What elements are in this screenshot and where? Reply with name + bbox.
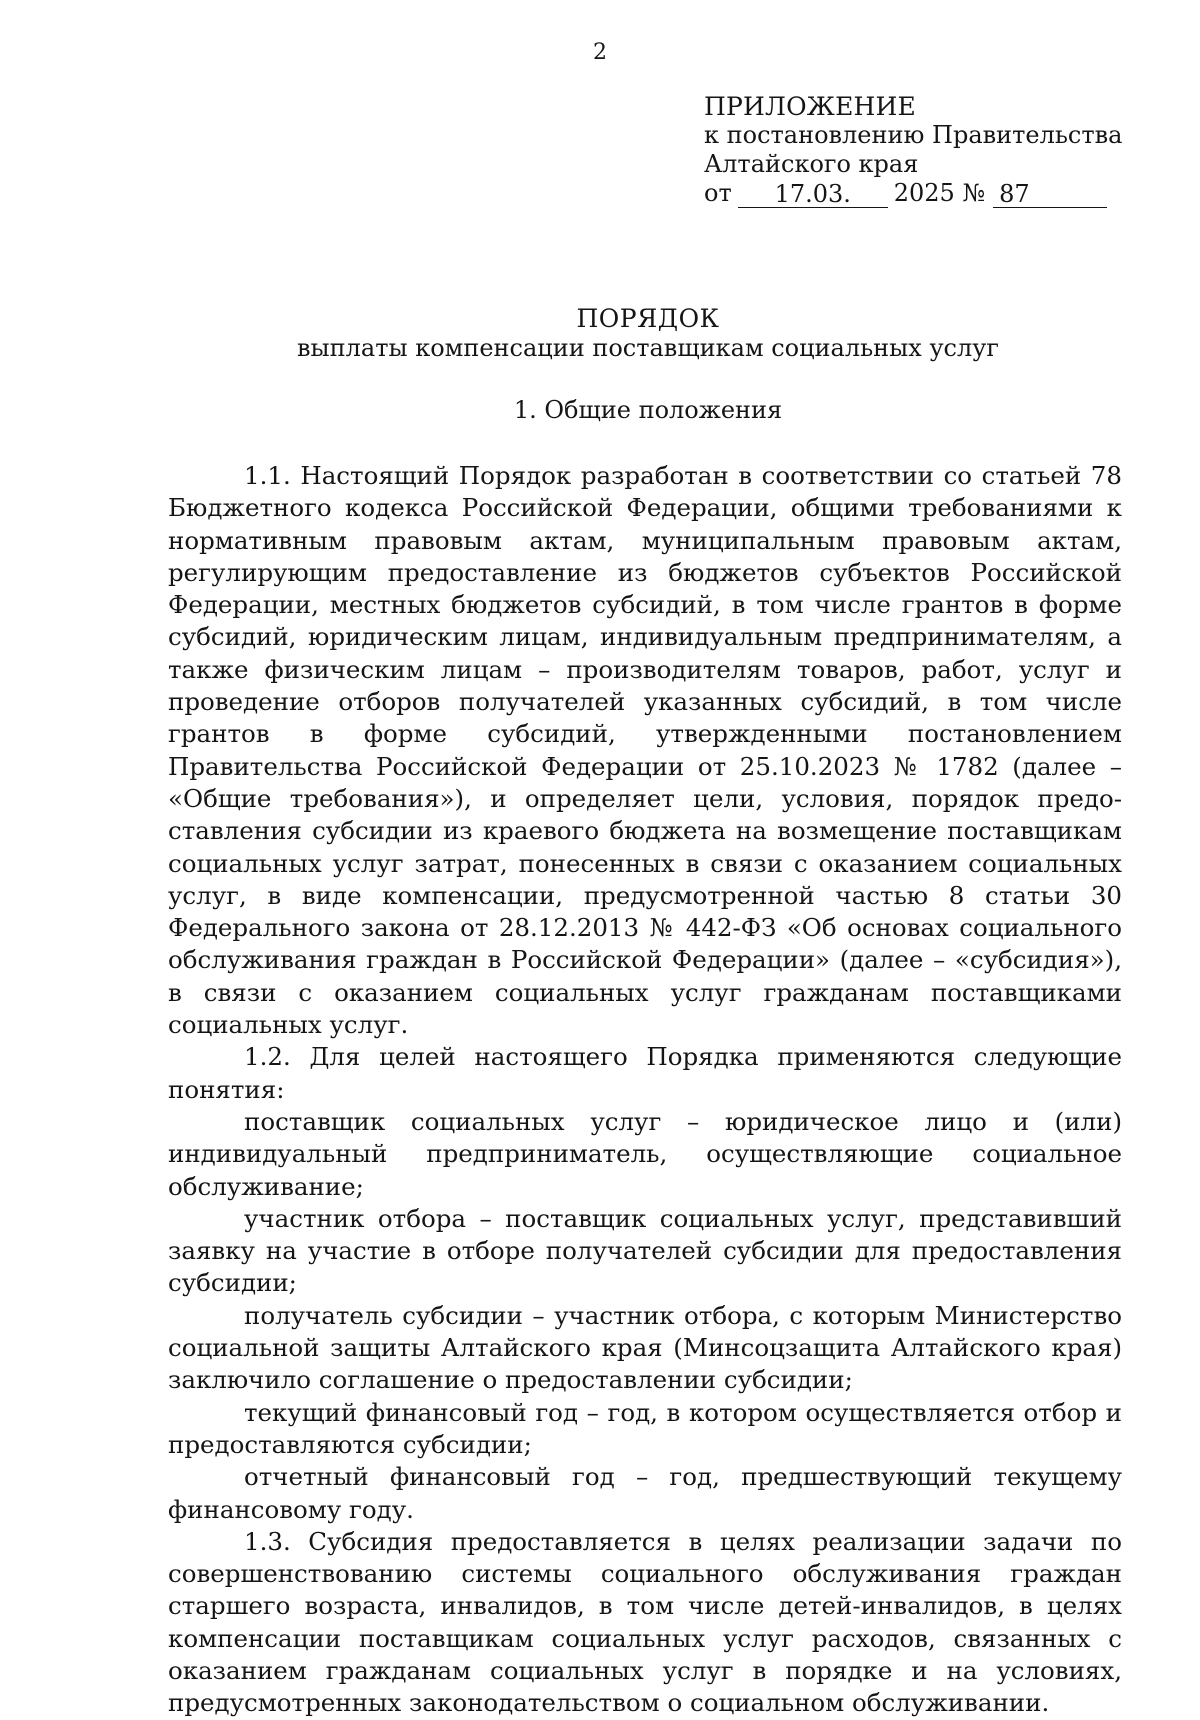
document-body xyxy=(168,460,1122,1720)
definition-provider: поставщик социальных услуг – юридическое лицо и (или) индивидуальный предприниматель, осуществляющие социальное обслуживание; xyxy=(168,1106,1122,1201)
appendix-label: ПРИЛОЖЕНИЕ xyxy=(704,92,916,121)
year-text: 2025 № xyxy=(893,179,986,207)
decree-number: 87 xyxy=(993,181,1107,208)
date-value: 17.03. xyxy=(738,181,888,208)
definition-recipient: получатель субсидии – участник отбора, с которым Министерство социальной защиты Алтайского края (Минсоцзащита Алтайского края) заключило соглашение о предоставлении субсидии; xyxy=(168,1300,1122,1395)
section-heading: 1. Общие положения xyxy=(513,396,783,424)
paragraph-1-3: 1.3. Субсидия предоставляется в целях реализации задачи по совершенствованию системы социального обслуживания граждан старшего возраста, инвалидов, в том числе детей-инвалидов, в целях компенсации поставщикам социальных услуг расходов, связанных с оказанием гражданам социальных услуг в порядке и на условиях, предусмотренных законодательством о социальном обслуживании. xyxy=(168,1526,1122,1718)
definition-current-year: текущий финансовый год – год, в котором осуществляется отбор и предоставляются субсидии; xyxy=(168,1397,1122,1459)
date-prefix: от xyxy=(704,179,732,207)
paragraph-1-2: 1.2. Для целей настоящего Порядка применяются следующие понятия: xyxy=(168,1042,1122,1104)
paragraph-1-1: 1.1. Настоящий Порядок разработан в соответствии со статьей 78 Бюджетного кодекса Российской Федерации, общими требованиями к нормативным правовым актам, муниципальным правовым актам, регулирующим предоставление из бюджетов субъектов Российской Федерации, местных бюджетов субсидий, в том числе грантов в форме субсидий, юридическим лицам, индивидуальным предпринимателям, а также физическим лицам – производителям товаров, работ, услуг и проведение отборов получателей указанных субсидий, в том числе грантов в форме субсидий, утвержденными постановлением Правительства Российской Федерации от 25.10.2023 № 1782 (далее – «Общие требования»), и определяет цели, условия, порядок предоставления субсидии из краевого бюджета на возмещение поставщикам социальных услуг затрат, понесенных в связи с оказанием социальных услуг, в виде компенсации, предусмотренной частью 8 статьи 30 Федерального закона от 28.12.2013 № 442-ФЗ «Об основах социального обслуживания граждан в Российской Федерации» (далее – «субсидия»), в связи с оказанием социальных услуг гражданам поставщиками социальных услуг. xyxy=(168,461,1122,1040)
appendix-line-2: Алтайского края xyxy=(704,150,919,178)
appendix-block xyxy=(704,92,1134,208)
document-title: ПОРЯДОК xyxy=(576,304,720,333)
page-number: 2 xyxy=(593,40,607,65)
definition-reporting-year: отчетный финансовый год – год, предшествующий текущему финансовому году. xyxy=(168,1462,1122,1524)
appendix-line-1: к постановлению Правительства xyxy=(704,121,1123,149)
definition-participant: участник отбора – поставщик социальных услуг, представивший заявку на участие в отборе получателей субсидии для предоставления субсидии; xyxy=(168,1203,1122,1298)
appendix-date-line xyxy=(704,179,1134,208)
document-subtitle: выплаты компенсации поставщикам социальных услуг xyxy=(297,334,999,362)
